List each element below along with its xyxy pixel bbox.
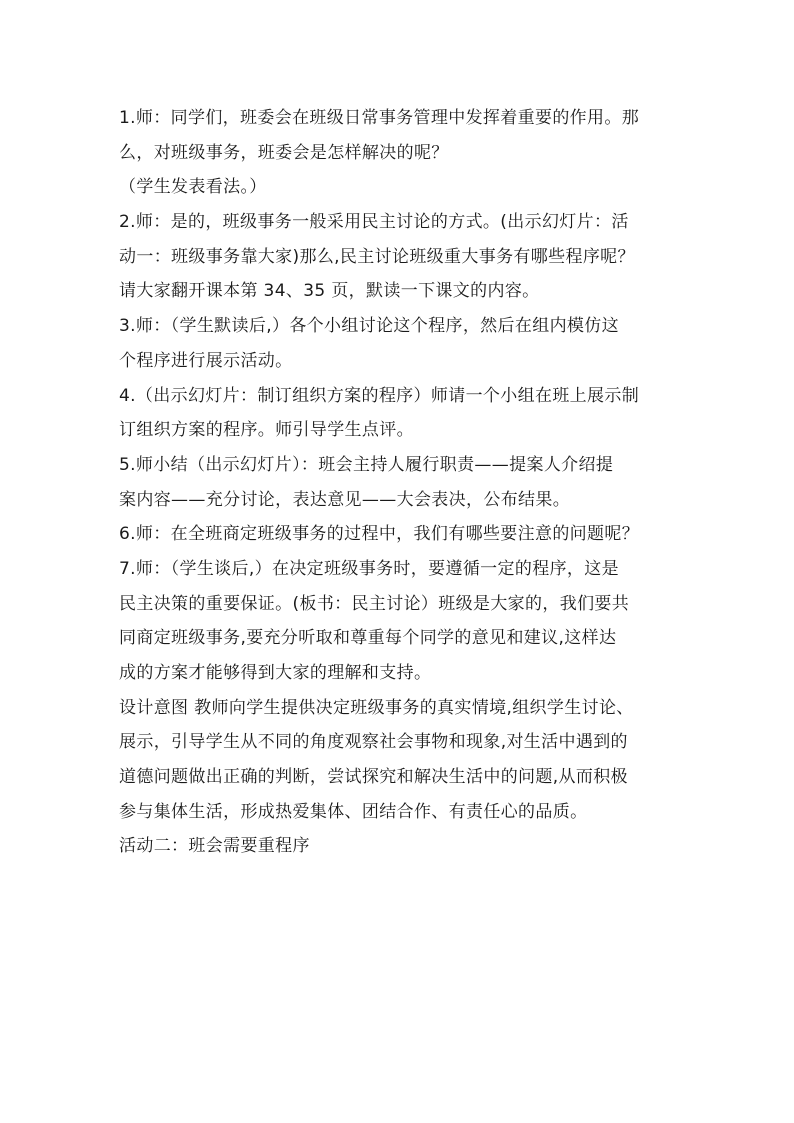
text-line: 5.师小结（出示幻灯片）：班会主持人履行职责——提案人介绍提 [119,454,614,475]
text-line: 6.师：在全班商定班级事务的过程中，我们有哪些要注意的问题呢？ [119,524,640,545]
text-line: 民主决策的重要保证。(板书：民主讨论）班级是大家的，我们要共 [119,593,630,614]
text-line: 成的方案才能够得到大家的理解和支持。 [119,663,432,683]
text-line: 同商定班级事务,要充分听取和尊重每个同学的意见和建议,这样达 [119,628,617,649]
text-line: 么，对班级事务，班委会是怎样解决的呢？ [119,142,449,163]
text-line: 请大家翻开课本第 34、35 页，默读一下课文的内容。 [119,281,540,302]
text-line: 1.师：同学们，班委会在班级日常事务管理中发挥着重要的作用。那 [119,108,640,128]
section-heading: 活动二：班会需要重程序 [119,836,310,857]
document-body [119,101,679,864]
design-intent-line: 参与集体生活，形成热爱集体、团结合作、有责任心的品质。 [119,801,588,822]
text-line: 2.师：是的，班级事务一般采用民主讨论的方式。(出示幻灯片：活 [119,212,629,233]
design-intent-line: 道德问题做出正确的判断，尝试探究和解决生活中的问题,从而积极 [119,767,628,788]
text-line: 3.师：（学生默读后,）各个小组讨论这个程序，然后在组内模仿这 [119,316,619,337]
design-intent-line: 设计意图 教师向学生提供决定班级事务的真实情境,组织学生讨论、 [119,697,634,718]
design-intent-line: 展示，引导学生从不同的角度观察社会事物和现象,对生活中遇到的 [119,732,628,753]
text-line: （学生发表看法。） [119,177,267,198]
text-line: 动一：班级事务靠大家)那么,民主讨论班级重大事务有哪些程序呢？ [119,246,635,267]
text-line: 案内容——充分讨论，表达意见——大会表决，公布结果。 [119,489,571,510]
text-line: 4.（出示幻灯片：制订组织方案的程序）师请一个小组在班上展示制 [119,385,640,406]
text-line: 7.师：（学生谈后,）在决定班级事务时，要遵循一定的程序，这是 [119,558,619,579]
text-line: 个程序进行展示活动。 [119,350,293,371]
text-line: 订组织方案的程序。师引导学生点评。 [119,420,414,441]
